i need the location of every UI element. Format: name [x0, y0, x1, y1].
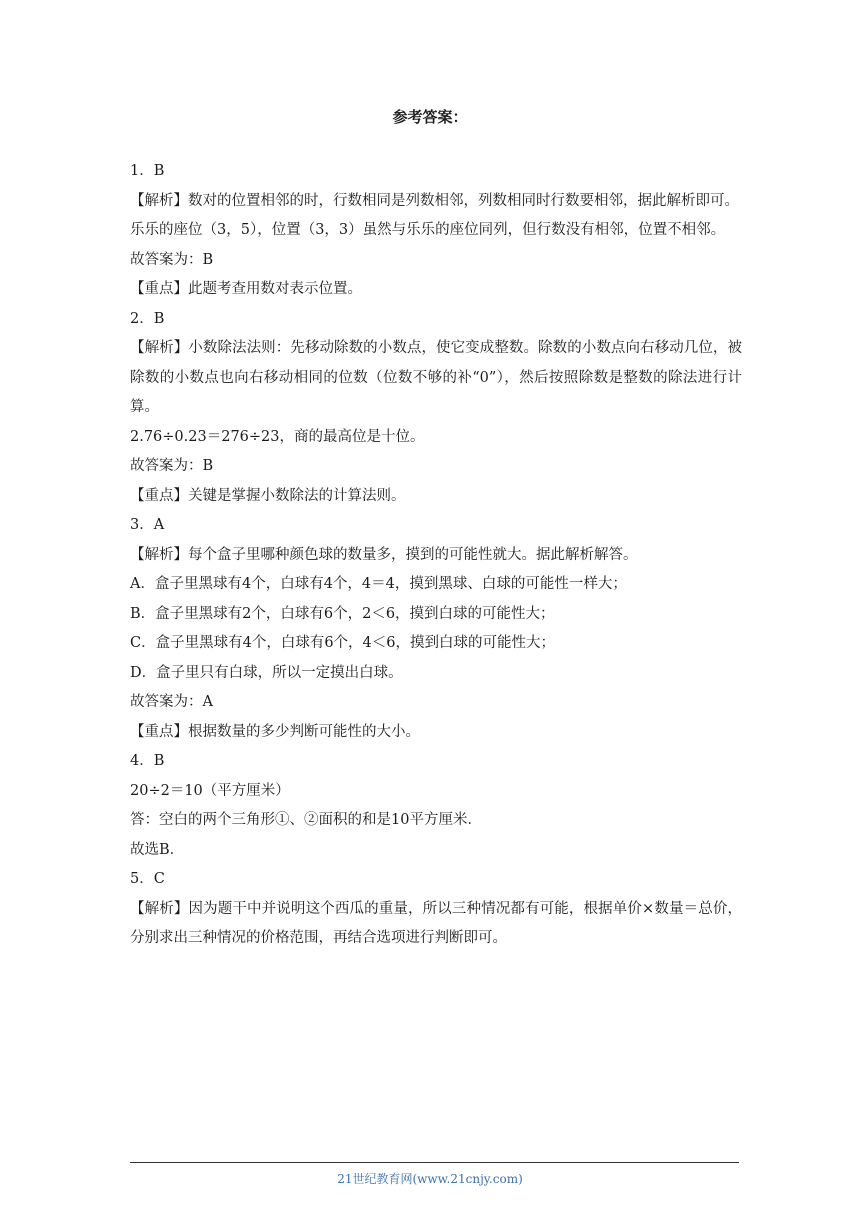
- text-line: 2.76÷0.23＝276÷23，商的最高位是十位。: [130, 428, 425, 445]
- answer-line: 故选B．: [130, 841, 185, 858]
- answer-number-5: 5．C: [130, 871, 165, 887]
- key-point-line: 【重点】此题考查用数对表示位置。: [130, 281, 362, 297]
- answer-line: 故答案为：A: [130, 694, 213, 710]
- footer-divider: [130, 1162, 739, 1163]
- text-line: 20÷2＝10（平方厘米）: [130, 782, 290, 799]
- text-line: 乐乐的座位（3，5），位置（3，3）虽然与乐乐的座位同列，但行数没有相邻，位置不相邻。: [130, 222, 726, 238]
- option-line: B．盒子里黑球有2个，白球有6个，2＜6，摸到白球的可能性大；: [130, 605, 555, 622]
- answer-line: 故答案为：B: [130, 251, 214, 268]
- option-line: D．盒子里只有白球，所以一定摸出白球。: [130, 664, 403, 681]
- analysis-paragraph: 【解析】每个盒子里哪种颜色球的数量多，摸到的可能性就大。据此解析解答。: [130, 546, 638, 563]
- key-point-line: 【重点】关键是掌握小数除法的计算法则。: [130, 487, 406, 504]
- option-line: C．盒子里黑球有4个，白球有6个，4＜6，摸到白球的可能性大；: [130, 635, 555, 651]
- key-point-line: 【重点】根据数量的多少判断可能性的大小。: [130, 723, 420, 740]
- answer-number-3: 3．A: [130, 517, 165, 533]
- option-line: A．盒子里黑球有4个，白球有4个，4＝4，摸到黑球、白球的可能性一样大；: [130, 576, 627, 592]
- analysis-paragraph: 【解析】数对的位置相邻的时，行数相同是列数相邻，列数相同时行数要相邻，据此解析即可。: [130, 192, 739, 209]
- analysis-paragraph: 【解析】因为题干中并说明这个西瓜的重量，所以三种情况都有可能，根据单价×数量＝总价，分别求出三种情况的价格范围，再结合选项进行判断即可。: [130, 900, 742, 946]
- answer-line: 故答案为：B: [130, 458, 214, 474]
- answer-content: [130, 157, 742, 954]
- answer-number-2: 2．B: [130, 310, 165, 327]
- text-line: 答：空白的两个三角形①、②面积的和是10平方厘米．: [130, 812, 482, 828]
- page-title: 参考答案：: [392, 108, 468, 126]
- answer-number-4: 4．B: [130, 753, 165, 769]
- answer-number-1: 1．B: [130, 163, 165, 179]
- analysis-paragraph: 【解析】小数除法法则：先移动除数的小数点，使它变成整数。除数的小数点向右移动几位，被除数的小数点也向右移动相同的位数（位数不够的补“0”），然后按照除数是整数的除法进行计算。: [130, 340, 742, 415]
- footer-source-text: 21世纪教育网(www.21cnjy.com): [337, 1172, 523, 1186]
